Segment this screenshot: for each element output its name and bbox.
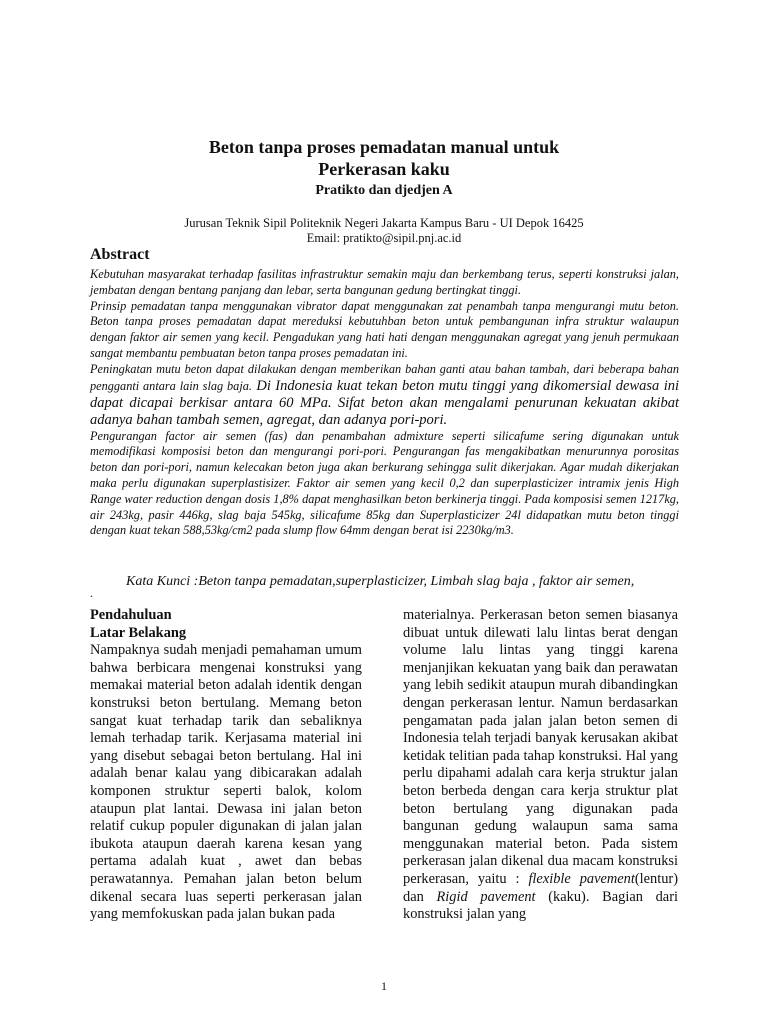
- keywords-dot: .: [90, 586, 93, 600]
- right-column: [403, 607, 678, 924]
- paper-title-line-1: Beton tanpa proses pemadatan manual untuk: [208, 137, 560, 157]
- abstract-paragraph-3a: Peningkatan mutu beton dapat dilakukan dengan memberikan bahan ganti atau bahan tambah, dari beberapa bahan pengganti antara lain slag baja.: [90, 361, 679, 393]
- abstract-paragraph-3b: Di Indonesia kuat tekan beton mutu tinggi yang dikomersial dewasa ini dapat dicapai berkisar antara 60 MPa. Sifat beton akan mengalami penurunan kekuatan akibat adanya bahan tambah semen, agregat, dan adanya pori-pori.: [90, 377, 679, 428]
- keywords-text: Kata Kunci :Beton tanpa pemadatan,superplasticizer, Limbah slag baja , faktor air semen,: [126, 574, 635, 589]
- abstract-paragraph-1: Kebutuhan masyarakat terhadap fasilitas infrastruktur semakin maju dan berkembang terus, seperti konstruksi jalan, jembatan dengan bentang panjang dan lebar, serta bangunan gedung bertingkat tinggi.: [90, 267, 679, 297]
- paper-title-line-2: Perkerasan kaku: [318, 159, 450, 179]
- flexible-pavement-term: flexible pavement: [528, 870, 635, 887]
- right-column-end: (kaku). Bagian dari konstruksi jalan yang: [403, 888, 678, 923]
- lentur-text: (lentur) dan: [403, 870, 678, 905]
- keywords: [90, 574, 710, 590]
- abstract-body: [90, 267, 679, 539]
- page-number: 1: [381, 979, 387, 993]
- affiliation: Jurusan Teknik Sipil Politeknik Negeri Jakarta Kampus Baru - UI Depok 16425: [184, 216, 584, 230]
- section-heading: Pendahuluan: [90, 607, 172, 623]
- right-column-paragraph: [403, 607, 678, 924]
- abstract-paragraph-3: [90, 362, 679, 429]
- abstract-paragraph-2: Prinsip pemadatan tanpa menggunakan vibrator dapat menggunakan zat penambah tanpa mengurangi mutu beton. Beton tanpa proses pemadatan dapat mereduksi kebutuhban beton untuk pembangunan infra struktur walaupun dengan faktor air semen yang kecil. Pengadukan yang hati hati dengan menggunakan agregat yang jenuh permukaan sangat membantu pembuatan beton tanpa proses pemadatan ini.: [90, 298, 679, 360]
- right-column-text: materialnya. Perkerasan beton semen biasanya dibuat untuk dilewati lalu lintas berat dengan volume lalu lintas yang tinggi karena menjanjikan kekuatan yang baik dan perawatan yang lebih sedikit ataupun murah dibandingkan dengan perkerasan lentur. Namun berdasarkan pengamatan pada jalan jalan beton semen di Indonesia telah terjadi banyak kerusakan akibat ketidak telitian pada tahap konstruksi. Hal yang perlu dipahami adalah cara kerja struktur jalan beton berbeda dengan cara kerja struktur plat beton bertulang yang digunakan pada bangunan gedung walaupun sama sama menggunakan material beton. Pada sistem perkerasan jalan dikenal dua macam konstruksi perkerasan, yaitu :: [403, 607, 678, 887]
- abstract-heading: Abstract: [90, 246, 150, 263]
- left-column-text: Nampaknya sudah menjadi pemahaman umum bahwa berbicara mengenai konstruksi yang memakai material beton adalah identik dengan konstruksi beton bertulang. Memang beton sangat kuat terhadap tarik dan sebaliknya lemah terhadap tarik. Kerjasama material ini yang disebut sebagai beton bertulang. Hal ini adalah benar kalau yang dibicarakan adalah komponen struktur seperti balok, kolom ataupun plat lantai. Dewasa ini jalan beton relatif cukup populer digunakan di jalan jalan ibukota ataupun daerah karena kesan yang pertama adalah kuat , awet dan bebas perawatannya. Pemahan jalan beton belum dikenal secara luas seperti perkerasan jalan yang memfokuskan pada jalan bukan pada: [90, 642, 362, 923]
- authors: Pratikto dan djedjen A: [315, 183, 453, 198]
- abstract-paragraph-4: Pengurangan factor air semen (fas) dan penambahan admixture seperti silicafume sering digunakan untuk memodifikasi komposisi beton dan mengurangi pori-pori. Pengurangan fas mengakibatkan menurunnya porositas beton dan pori-pori, namun kelecakan beton juga akan berkurang sehingga sulit dikerjakan. Agar mudah dikerjakan maka perlu digunakan superplastisizer. Faktor air semen yang kecil 0,2 dan superplasticizer intramix jenis High Range water reduction dengan dosis 1,8% dapat menghasilkan beton berkinerja tinggi. Pada komposisi semen 1217kg, air 243kg, pasir 446kg, slag baja 545kg, silicafume 85kg dan Superplasticizer 24l didapatkan mutu beton tinggi dengan kuat tekan 588,53kg/cm2 pada slump flow 64mm dengan berat isi 2230kg/m3.: [90, 428, 679, 538]
- rigid-pavement-term: Rigid pavement: [436, 888, 536, 905]
- left-column: [90, 607, 362, 924]
- subsection-heading: Latar Belakang: [90, 624, 187, 641]
- email: Email: pratikto@sipil.pnj.ac.id: [306, 231, 462, 245]
